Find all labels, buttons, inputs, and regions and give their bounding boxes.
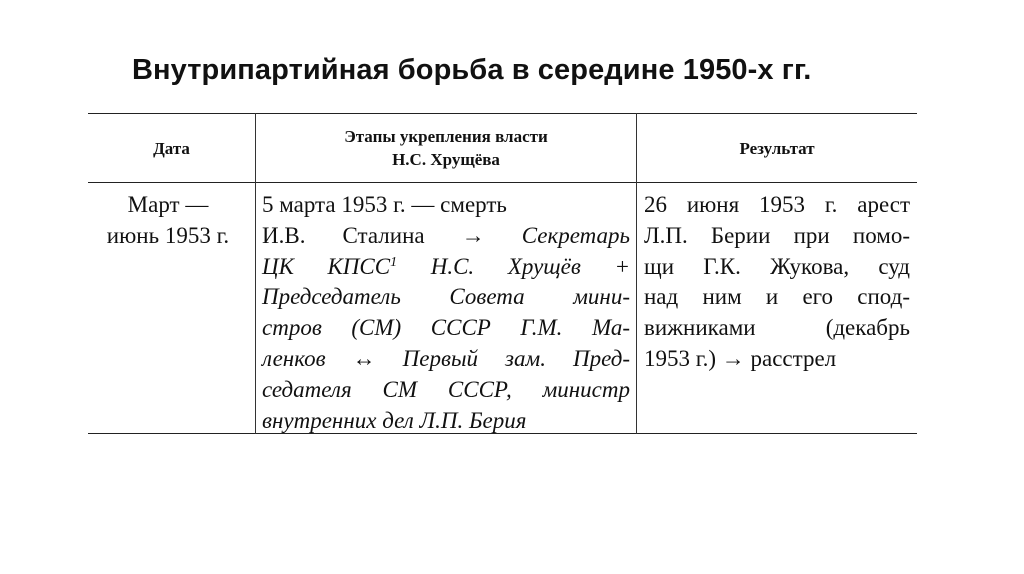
header-date (88, 137, 255, 160)
cell-result (644, 190, 910, 375)
stages-line-2 (262, 221, 630, 252)
header-bottom-rule (88, 182, 917, 183)
column-divider-2 (636, 113, 637, 434)
header-stages (256, 125, 636, 171)
result-line-4: над ним и его спод- (644, 284, 910, 310)
stages-line-5: стров (СМ) СССР Г.М. Ма- (262, 315, 630, 341)
stages-line-8: внутренних дел Л.П. Берия (262, 407, 527, 433)
stages-line-1: 5 марта 1953 г. — смерть (262, 192, 507, 217)
header-stages-line-1: Этапы укрепления власти (344, 127, 548, 146)
cell-date (88, 190, 248, 252)
result-line-3: щи Г.К. Жукова, суд (644, 253, 910, 279)
stages-line-6-text: ленков (262, 345, 326, 371)
table-top-rule (88, 113, 917, 114)
page-title: Внутрипартийная борьба в середине 1950-х гг. (132, 54, 812, 86)
arrow-right-icon: → (461, 222, 485, 248)
header-date-label: Дата (153, 139, 190, 158)
date-line-2: июнь 1953 г. (106, 222, 230, 248)
stages-line-3-text: ЦК КПСС (262, 253, 391, 279)
stages-line-3 (262, 252, 630, 283)
header-result-label: Результат (739, 139, 815, 158)
result-line-6: 1953 г.) → расстрел (644, 345, 837, 371)
result-line-2: Л.П. Берии при помо- (644, 222, 910, 248)
arrow-both-icon: ↔ (352, 345, 376, 371)
header-stages-line-2: Н.С. Хрущёва (392, 150, 500, 169)
stages-line-7: седателя СМ СССР, министр (262, 376, 630, 402)
footnote-marker: 1 (390, 254, 398, 270)
cell-stages (262, 190, 630, 436)
result-line-5: вижниками (декабрь (644, 315, 910, 341)
stages-line-2-italic: Секретарь (521, 222, 630, 248)
stages-line-6 (262, 344, 630, 375)
stages-line-2-text: И.В. Сталина (262, 222, 425, 248)
result-line-1: 26 июня 1953 г. арест (644, 192, 910, 217)
header-result (637, 137, 917, 160)
date-line-1: Март — (127, 192, 209, 217)
stages-line-3-rest: Н.С. Хрущёв + (397, 253, 630, 279)
stages-line-4: Председатель Совета мини- (262, 284, 630, 310)
stages-line-6-rest: Первый зам. Пред- (402, 345, 631, 371)
